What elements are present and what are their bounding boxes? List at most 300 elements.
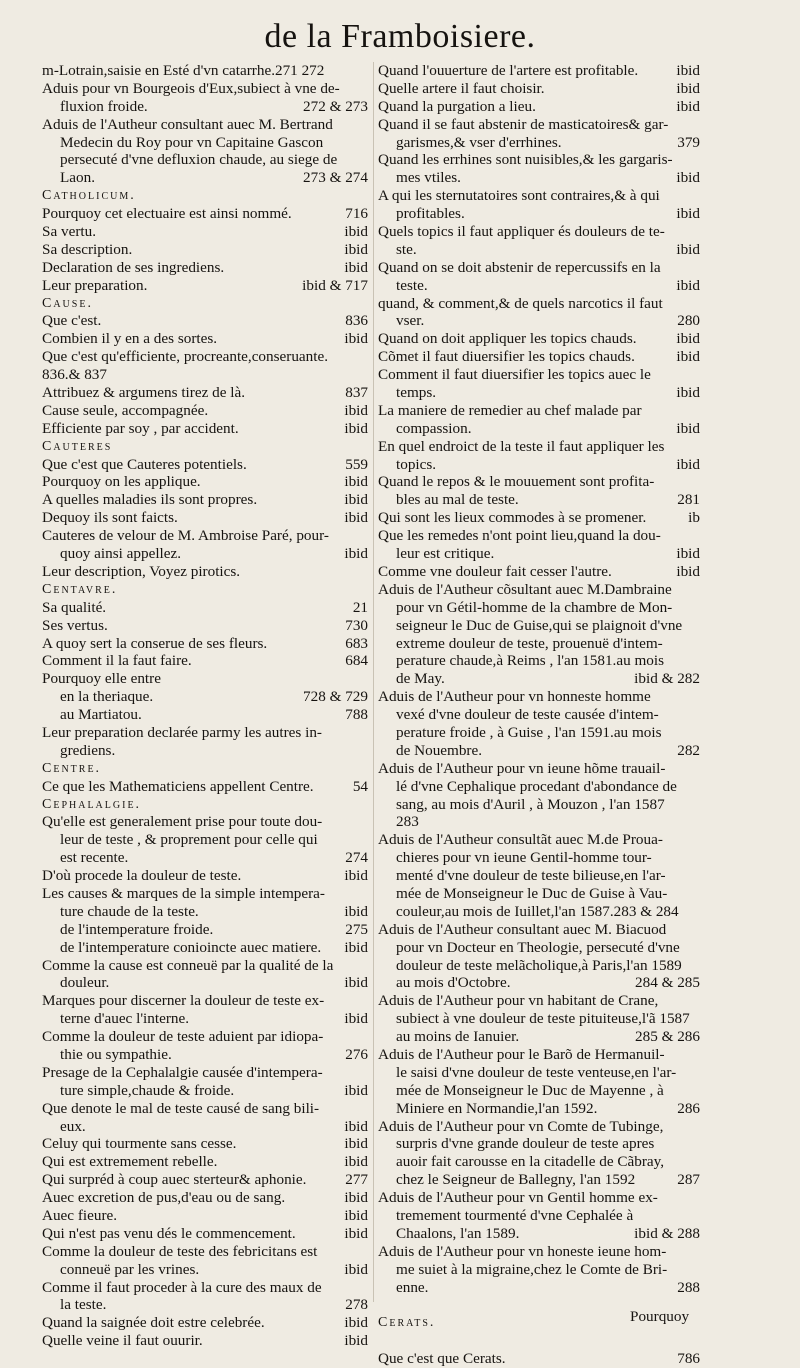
index-entry [42, 205, 368, 223]
index-entry [378, 706, 700, 724]
page-reference: 278 [345, 1296, 368, 1314]
entry-text: sang, au mois d'Auril , à Mouzon , l'an 1587 [396, 795, 665, 813]
page-reference: ibid [676, 419, 700, 437]
page-reference: 282 [677, 741, 700, 759]
index-entry [42, 1010, 368, 1028]
index-entry [378, 1010, 700, 1028]
index-entry [378, 366, 700, 384]
index-entry [42, 992, 368, 1010]
entry-text: chieres pour vn ieune Gentil-homme tour- [396, 849, 652, 867]
entry-text: est recente. [60, 849, 129, 867]
index-entry [378, 1046, 700, 1064]
index-entry [42, 652, 368, 670]
index-entry [378, 670, 700, 688]
entry-text: terne d'auec l'interne. [60, 1010, 190, 1028]
entry-text: A qui les sternutatoires sont contraires,& à qui [378, 187, 660, 205]
page-reference: ibid [344, 419, 368, 437]
index-entry [42, 1028, 368, 1046]
page-reference: ibid [676, 545, 700, 563]
index-entry [42, 277, 368, 295]
index-entry [42, 1153, 368, 1171]
index-entry [42, 974, 368, 992]
index-heading [42, 581, 368, 599]
entry-text: Aduis de l'Autheur pour vn honeste ieune hom- [378, 1242, 667, 1260]
right-column [378, 62, 700, 1368]
entry-text: enne. [396, 1278, 429, 1296]
entry-text: de l'intemperature froide. [60, 920, 214, 938]
page-reference: ibid & 282 [634, 670, 700, 688]
entry-text: profitables. [396, 205, 465, 223]
entry-text: bles au mal de teste. [396, 491, 519, 509]
page-reference: ibid [344, 330, 368, 348]
page-reference: 275 [345, 920, 368, 938]
entry-text: lé d'vne Cephalique procedant d'abondance de [396, 777, 677, 795]
index-entry [42, 867, 368, 885]
index-entry [378, 885, 700, 903]
page-reference: 287 [677, 1171, 700, 1189]
index-entry [378, 652, 700, 670]
index-entry [42, 635, 368, 653]
catchword: Pourquoy [630, 1308, 690, 1325]
entry-text: Aduis de l'Autheur pour vn ieune hõme trauail- [378, 759, 666, 777]
entry-text: de May. [396, 670, 445, 688]
page-title: de la Framboisiere. [264, 18, 536, 55]
page-reference: ibid [676, 97, 700, 115]
entry-text: surpris d'vne grande douleur de teste apres [396, 1135, 655, 1153]
index-entry [378, 1332, 700, 1350]
index-entry [378, 831, 700, 849]
page-reference: ibid [344, 240, 368, 258]
entry-text: eux. [60, 1117, 86, 1135]
index-entry [42, 957, 368, 975]
index-entry [378, 957, 700, 975]
page-reference: ibid [344, 867, 368, 885]
entry-text: Aduis de l'Autheur pour vn Gentil homme ex- [378, 1189, 658, 1207]
entry-text: Pourquoy elle entre [42, 670, 161, 688]
entry-text: Miniere en Normandie,l'an 1592. [396, 1099, 598, 1117]
entry-text: couleur,au mois de Iuillet,l'an 1587.283 & 284 [396, 902, 679, 920]
entry-text: Que c'est. [42, 312, 102, 330]
index-entry [378, 1225, 700, 1243]
index-entry [378, 1261, 700, 1279]
index-entry [378, 473, 700, 491]
index-entry [378, 384, 700, 402]
page-reference: ibid [344, 1189, 368, 1207]
entry-text: Quand il se faut abstenir de masticatoires& gar- [378, 115, 669, 133]
entry-text: Quels topics il faut appliquer és douleurs de te- [378, 223, 665, 241]
entry-text: menté d'vne douleur de teste bilieuse,en l'ar- [396, 867, 666, 885]
index-entry [378, 688, 700, 706]
page-reference: 730 [345, 616, 368, 634]
page-reference: ibid [344, 545, 368, 563]
entry-text: le saisi d'vne douleur de teste venteuse,en l'ar- [396, 1063, 677, 1081]
index-entry [378, 1207, 700, 1225]
entry-text: Quand la saignée doit estre celebrée. [42, 1314, 265, 1332]
index-entry [378, 241, 700, 259]
index-entry [42, 348, 368, 366]
index-entry [378, 778, 700, 796]
index-entry [378, 1279, 700, 1297]
index-entry [42, 384, 368, 402]
index-entry [378, 1118, 700, 1136]
page-reference: ibid [676, 62, 700, 79]
index-entry [42, 223, 368, 241]
entry-text: douleur de teste melãcholique,à Paris,l'an 1589 [396, 956, 682, 974]
index-entry [378, 456, 700, 474]
entry-text: Comme il faut proceder à la cure des maux de [42, 1278, 322, 1296]
index-entry [378, 223, 700, 241]
page-reference: 280 [677, 312, 700, 330]
entry-text: thie ou sympathie. [60, 1045, 172, 1063]
entry-text: Quand les errhines sont nuisibles,& les gargaris- [378, 151, 673, 169]
index-entry [378, 581, 700, 599]
page-reference: 21 [352, 598, 368, 616]
entry-text: mes vtiles. [396, 169, 461, 187]
index-entry [42, 1225, 368, 1243]
entry-text: Centavre. [42, 581, 118, 597]
index-entry [378, 62, 700, 80]
entry-text: au moins de Ianuier. [396, 1028, 520, 1046]
index-entry [378, 527, 700, 545]
page-reference: ibid [344, 401, 368, 419]
page-reference: ibid [676, 455, 700, 473]
index-entry [42, 420, 368, 438]
index-entry [42, 62, 368, 80]
index-entry [378, 151, 700, 169]
page-reference: ibid & 717 [302, 276, 368, 294]
index-entry [378, 563, 700, 581]
entry-text: Auec fieure. [42, 1207, 118, 1224]
index-entry [42, 742, 368, 760]
entry-text: seigneur le Duc de Guise,qui se plaignoit d'vne [396, 616, 683, 634]
index-entry [378, 402, 700, 420]
index-entry [378, 849, 700, 867]
entry-text: Attribuez & argumens tirez de là. [42, 384, 245, 402]
index-entry [42, 1332, 368, 1350]
entry-text: Ses vertus. [42, 616, 108, 634]
page-reference: 837 [345, 384, 368, 402]
entry-text: Qui n'est pas venu dés le commencement. [42, 1224, 296, 1242]
index-entry [42, 134, 368, 152]
index-entry [378, 330, 700, 348]
entry-text [378, 1332, 700, 1350]
entry-text: Aduis de l'Autheur pour vn habitant de Crane, [378, 992, 659, 1010]
entry-text: garismes,& vser d'errhines. [396, 133, 562, 151]
entry-text: temps. [396, 384, 437, 402]
entry-text: Presage de la Cephalalgie causée d'intempera- [42, 1063, 323, 1081]
entry-text: A quoy sert la conserue de ses fleurs. [42, 634, 268, 652]
page-reference: 284 & 285 [635, 974, 700, 992]
page-reference: ibid [676, 205, 700, 223]
entry-text: Cauteres [42, 438, 113, 454]
entry-text: Cerats. [378, 1315, 436, 1331]
index-entry [42, 1046, 368, 1064]
entry-text: Les causes & marques de la simple intempera- [42, 884, 325, 902]
index-entry [378, 1064, 700, 1082]
entry-text: Comme la cause est conneuë par la qualité de la [42, 956, 334, 974]
index-entry [42, 80, 368, 98]
index-entry [42, 1171, 368, 1189]
entry-text: Qu'elle est generalement prise pour toute dou- [42, 813, 323, 831]
entry-text: Ce que les Mathematiciens appellent Centre. [42, 777, 314, 795]
entry-text: auoir fait carousse en la citadelle de Cãbray, [396, 1153, 665, 1171]
index-entry [42, 456, 368, 474]
index-entry [378, 420, 700, 438]
entry-text: au Martiatou. [60, 706, 142, 724]
entry-text: Cause seule, accompagnée. [42, 401, 209, 419]
entry-text: extreme douleur de teste, prouenuë d'intem- [396, 634, 663, 652]
index-entry [378, 903, 700, 921]
entry-text: pour vn Gétil-homme de la chambre de Mon- [396, 598, 673, 616]
index-entry [378, 599, 700, 617]
index-entry [378, 187, 700, 205]
page-reference: ibid [344, 1117, 368, 1135]
entry-text: A quelles maladies ils sont propres. [42, 491, 258, 509]
index-entry [378, 921, 700, 939]
index-entry [42, 724, 368, 742]
index-heading [42, 187, 368, 205]
entry-text: Que les remedes n'ont point lieu,quand la dou- [378, 527, 661, 545]
entry-text: Sa description. [42, 240, 133, 258]
entry-text: quoy ainsi appellez. [60, 545, 182, 563]
page-reference: 716 [345, 205, 368, 223]
index-entry [42, 98, 368, 116]
entry-text: Quand la purgation a lieu. [378, 97, 536, 115]
entry-text: Leur preparation. [42, 276, 148, 294]
page-reference: 285 & 286 [635, 1028, 700, 1046]
index-entry [42, 813, 368, 831]
entry-text: fluxion froide. [60, 97, 148, 115]
entry-text: Catholicum. [42, 188, 136, 204]
page-reference: ibid [344, 509, 368, 527]
page-reference: 272 & 273 [303, 97, 368, 115]
index-entry [42, 885, 368, 903]
index-entry [42, 169, 368, 187]
index-entry [378, 438, 700, 456]
entry-text: m-Lotrain,saisie en Esté d'vn catarrhe.271 272 [42, 62, 325, 79]
page-reference: ibid [344, 491, 368, 509]
entry-text: me suiet à la migraine,chez le Comte de Bri- [396, 1260, 668, 1278]
index-entry [378, 813, 700, 831]
index-entry [42, 312, 368, 330]
index-entry [42, 688, 368, 706]
entry-text: Comment il la faut faire. [42, 652, 192, 670]
index-entry [378, 205, 700, 223]
entry-text: Pourquoy cet electuaire est ainsi nommé. [42, 205, 292, 223]
index-entry [378, 295, 700, 313]
index-entry [378, 277, 700, 295]
entry-text: Sa vertu. [42, 223, 96, 241]
entry-text: quand, & comment,& de quels narcotics il faut [378, 294, 663, 312]
page-reference: ibid [344, 473, 368, 491]
entry-text: ture chaude de la teste. [60, 902, 199, 920]
page-reference: ibid [344, 1081, 368, 1099]
index-entry [42, 366, 368, 384]
entry-text: la teste. [60, 1296, 107, 1314]
entry-text: Medecin du Roy pour vn Capitaine Gascon [60, 133, 324, 151]
index-entry [378, 617, 700, 635]
entry-text: vser. [396, 312, 425, 330]
page-reference: 788 [345, 706, 368, 724]
entry-text: tremement tourmenté d'vne Cephalée à [396, 1207, 634, 1224]
entry-text: Quand le repos & le mouuement sont profita- [378, 473, 655, 491]
entry-text: en la theriaque. [60, 688, 154, 706]
entry-text: Que c'est que Cerats. [378, 1350, 506, 1368]
page-reference: 786 [677, 1350, 700, 1368]
entry-text: D'où procede la douleur de teste. [42, 867, 242, 885]
entry-text: conneuë par les vrines. [60, 1260, 200, 1278]
entry-text: Chaalons, l'an 1589. [396, 1224, 520, 1242]
index-entry [378, 98, 700, 116]
entry-text: persecuté d'vne defluxion chaude, au siege de [60, 151, 338, 169]
entry-text: Celuy qui tourmente sans cesse. [42, 1135, 237, 1153]
index-entry [378, 1350, 700, 1368]
index-entry [42, 1082, 368, 1100]
index-entry [378, 491, 700, 509]
entry-text: ste. [396, 240, 417, 258]
entry-text: Cauteres de velour de M. Ambroise Paré, pour- [42, 527, 329, 545]
index-entry [42, 921, 368, 939]
index-entry [42, 849, 368, 867]
entry-text: Comment il faut diuersifier les topics auec le [378, 366, 651, 384]
entry-text: pour vn Docteur en Theologie, persecuté d'vne [396, 938, 680, 956]
entry-text: Combien il y en a des sortes. [42, 330, 218, 348]
entry-text: Que denote le mal de teste causé de sang bili- [42, 1099, 320, 1117]
index-entry [42, 670, 368, 688]
entry-text: Qui surpréd à coup auec sterteur& aphonie. [42, 1171, 307, 1189]
page-reference: 277 [345, 1171, 368, 1189]
entry-text: Quelle veine il faut ouurir. [42, 1332, 203, 1350]
index-heading [42, 760, 368, 778]
entry-text: Cause. [42, 295, 93, 311]
entry-text: Leur description, Voyez pirotics. [42, 562, 241, 580]
page-reference: ibid [676, 384, 700, 402]
entry-text: Aduis de l'Autheur consultant auec M. Biacuod [378, 920, 667, 938]
entry-text: Quelle artere il faut choisir. [378, 79, 545, 97]
page-reference: ibid [676, 348, 700, 366]
entry-text: Aduis de l'Autheur consultãt auec M.de Proua- [378, 831, 663, 849]
entry-text: perature froide , à Guise , l'an 1591.au mois [396, 723, 662, 741]
entry-text: subiect à vne douleur de teste pituiteuse,l'ã 1587 [396, 1010, 690, 1028]
index-entry [378, 1171, 700, 1189]
page-reference: ibid [344, 1207, 368, 1224]
index-entry [378, 1082, 700, 1100]
index-entry [42, 1064, 368, 1082]
index-entry [378, 939, 700, 957]
index-entry [42, 778, 368, 796]
page-reference: ibid [344, 1332, 368, 1350]
index-entry [378, 1135, 700, 1153]
index-entry [378, 545, 700, 563]
page-reference: ibid [344, 974, 368, 992]
entry-text: Qui sont les lieux commodes à se promener. [378, 509, 647, 527]
index-entry [42, 330, 368, 348]
entry-text: Aduis de l'Autheur consultant auec M. Bertrand [42, 115, 333, 133]
index-entry [42, 1314, 368, 1332]
index-entry [378, 169, 700, 187]
entry-text: Quand on se doit abstenir de repercussifs en la [378, 258, 661, 276]
index-heading [42, 438, 368, 456]
index-entry [42, 1118, 368, 1136]
entry-text: En quel endroict de la teste il faut appliquer les [378, 437, 665, 455]
entry-text: Laon. [60, 169, 96, 187]
entry-text: Cephalalgie. [42, 796, 142, 812]
index-entry [378, 1100, 700, 1118]
index-heading [42, 796, 368, 814]
entry-text: Centre. [42, 760, 102, 776]
index-entry [42, 831, 368, 849]
entry-text: chez le Seigneur de Ballegny, l'an 1592 [396, 1171, 636, 1189]
index-entry [378, 259, 700, 277]
page-reference: ibid [676, 79, 700, 97]
index-entry [42, 1189, 368, 1207]
index-entry [42, 1279, 368, 1297]
page-reference: 273 & 274 [303, 169, 368, 187]
entry-text: Qui est extremement rebelle. [42, 1153, 218, 1171]
entry-text: Comme la douleur de teste aduient par idiopa- [42, 1028, 324, 1046]
page-reference: ibid [344, 1314, 368, 1332]
entry-text: Marques pour discerner la douleur de teste ex- [42, 992, 325, 1010]
entry-text: Auec excretion de pus,d'eau ou de sang. [42, 1189, 286, 1207]
entry-text: Quand on doit appliquer les topics chauds. [378, 330, 637, 348]
entry-text: au mois d'Octobre. [396, 974, 511, 992]
page-reference: ibid [344, 1153, 368, 1171]
page-reference: ibid [344, 1260, 368, 1278]
index-entry [42, 473, 368, 491]
index-entry [378, 867, 700, 885]
entry-text: Leur preparation declarée parmy les autres in- [42, 723, 322, 741]
page-reference: 281 [677, 491, 700, 509]
page-reference: ibid [344, 1224, 368, 1242]
entry-text: grediens. [60, 741, 116, 759]
index-entry [42, 1100, 368, 1118]
entry-text: perature chaude,à Reims , l'an 1581.au mois [396, 652, 665, 670]
index-entry [42, 259, 368, 277]
entry-text: mée de Monseigneur le Duc de Guise à Vau- [396, 884, 668, 902]
page-reference: 54 [352, 777, 368, 795]
entry-text: Comme la douleur de teste des febricitans est [42, 1242, 318, 1260]
page-reference: ibid [676, 240, 700, 258]
index-entry [378, 742, 700, 760]
index-entry [42, 599, 368, 617]
index-entry [42, 545, 368, 563]
index-entry [378, 312, 700, 330]
index-entry [378, 796, 700, 814]
page-reference: ibid [344, 223, 368, 241]
index-entry [42, 1243, 368, 1261]
entry-text: leur de teste , & proprement pour celle qui [60, 831, 318, 849]
entry-text: teste. [396, 276, 428, 294]
index-entry [378, 1028, 700, 1046]
page-reference: ibid [344, 1010, 368, 1028]
index-entry [42, 1296, 368, 1314]
entry-text: 836.& 837 [42, 366, 107, 384]
index-entry [42, 1261, 368, 1279]
index-entry [42, 116, 368, 134]
page-reference: ibid [676, 330, 700, 348]
page-reference: 276 [345, 1045, 368, 1063]
entry-text: Que c'est que Cauteres potentiels. [42, 455, 247, 473]
column-divider [373, 62, 374, 1302]
index-entry [378, 348, 700, 366]
page-reference: ibid [676, 169, 700, 187]
index-entry [42, 527, 368, 545]
index-entry [42, 903, 368, 921]
entry-text: Declaration de ses ingrediens. [42, 258, 225, 276]
page-reference: ibid [344, 938, 368, 956]
page-reference: ibid & 288 [634, 1224, 700, 1242]
entry-text: La maniere de remedier au chef malade par [378, 401, 642, 419]
